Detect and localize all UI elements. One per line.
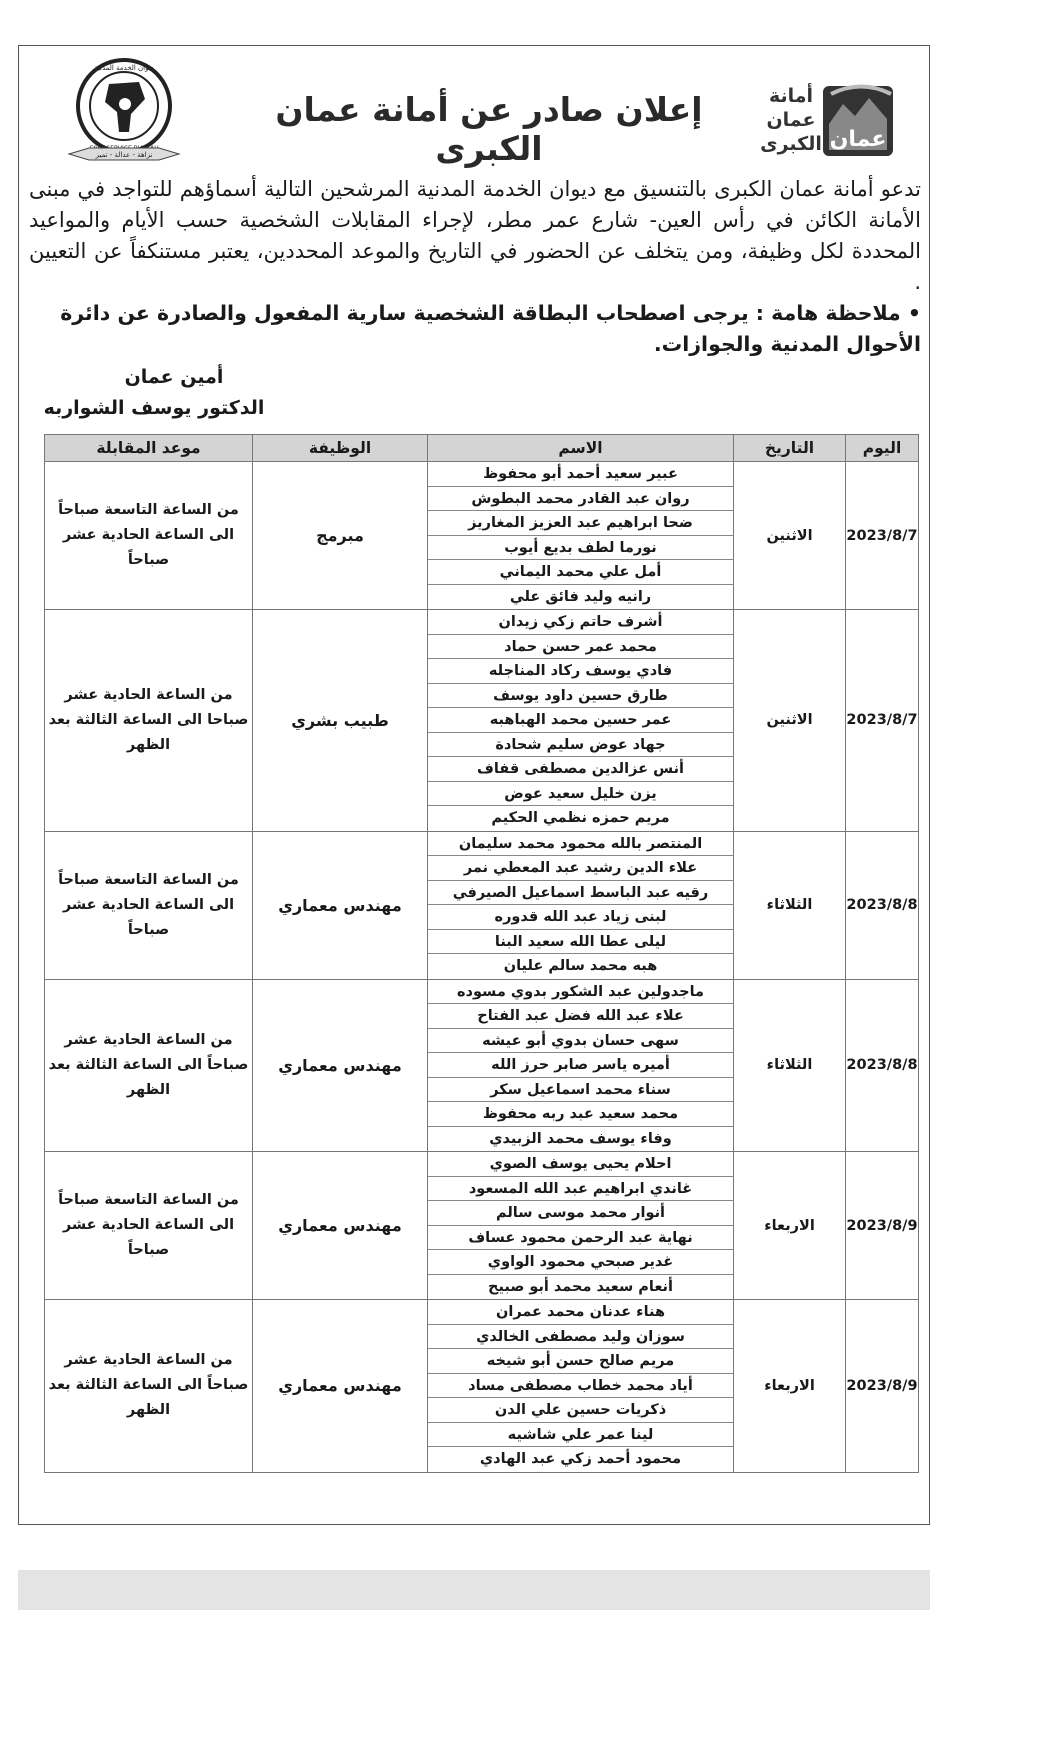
candidate-name: طارق حسين داود يوسف [428,684,733,709]
candidate-name: أمل علي محمد اليماني [428,560,733,585]
group-interview-time: من الساعة الحادية عشر صباحاً الى الساعة الثالثة بعد الظهر [45,1300,253,1473]
candidate-name: فادي يوسف ركاد المناجله [428,659,733,684]
seal-ribbon: نزاهة - عدالة - تميز [95,151,153,159]
group-date: 2023/8/7 [846,610,919,832]
candidate-name: روان عبد القادر محمد البطوش [428,487,733,512]
signature-block [29,362,279,424]
seal-text: ديوان الخدمة المدنية [94,64,154,72]
candidate-name: عبير سعيد أحمد أبو محفوظ [428,462,733,487]
schedule-group-row [45,462,919,610]
candidate-name: يزن خليل سعيد عوض [428,782,733,807]
candidate-name: ذكريات حسين علي الدن [428,1398,733,1423]
candidate-name: أميره ياسر صابر حرز الله [428,1053,733,1078]
group-job: مهندس معماري [253,1300,428,1473]
group-interview-time: من الساعة التاسعة صباحاً الى الساعة الحادية عشر صباحاً [45,831,253,979]
group-names [428,610,734,832]
amman-municipality-logo [751,64,901,169]
group-names [428,1300,734,1473]
candidate-name: سوزان وليد مصطفى الخالدي [428,1325,733,1350]
schedule-group-row [45,1300,919,1473]
civil-service-bureau-seal [59,54,189,174]
candidate-name: أنعام سعيد محمد أبو صبيح [488,1278,673,1295]
schedule-group-row [45,1152,919,1300]
schedule-group-row [45,979,919,1152]
group-date: 2023/8/9 [846,1300,919,1473]
group-day: الاربعاء [734,1300,846,1473]
group-date: 2023/8/9 [846,1152,919,1300]
candidate-name: رانيه وليد فائق علي [509,588,652,605]
group-job: مبرمج [253,462,428,610]
group-interview-time: من الساعة الحادية عشر صباحاً الى الساعة الثالثة بعد الظهر [45,979,253,1152]
header-time: موعد المقابلة [45,435,253,462]
header-job: الوظيفة [253,435,428,462]
candidate-name: غدير صبحي محمود الواوي [428,1250,733,1275]
schedule-group-row [45,610,919,832]
footer-bar [18,1570,930,1610]
signature-title: أمين عمان [124,366,224,388]
candidate-name: ضحا ابراهيم عبد العزيز المغاريز [428,511,733,536]
group-interview-time: من الساعة التاسعة صباحاً الى الساعة الحادية عشر صباحاً [45,462,253,610]
candidate-name: جهاد عوض سليم شحادة [428,733,733,758]
candidate-name: سناء محمد اسماعيل سكر [428,1078,733,1103]
logo-building-icon [823,86,893,156]
candidate-name: محمود أحمد زكي عبد الهادي [479,1451,682,1467]
group-job: مهندس معماري [253,1152,428,1300]
group-day: الاثنين [734,610,846,832]
group-names [428,979,734,1152]
candidate-name: هناء عدنان محمد عمران [428,1300,733,1325]
candidate-name: أنس عزالدين مصطفى قفاف [428,757,733,782]
candidate-name: مريم حمزه نظمي الحكيم [491,810,670,826]
logo-text-line1: أمانة [768,85,814,107]
group-day: الثلاثاء [734,979,846,1152]
group-names [428,462,734,610]
group-interview-time: من الساعة التاسعة صباحاً الى الساعة الحادية عشر صباحاً [45,1152,253,1300]
candidate-name: محمد عمر حسن حماد [428,635,733,660]
candidate-name: علاء عبد الله فضل عبد الفتاح [428,1004,733,1029]
logo-text-line3: الكبرى [760,133,822,155]
header-date: التاريخ [734,435,846,462]
group-names [428,831,734,979]
candidate-name: محمد سعيد عبد ربه محفوظ [428,1102,733,1127]
announcement-header [19,46,929,176]
important-note: • ملاحظة هامة : يرجى اصطحاب البطاقة الشخصية سارية المفعول والصادرة عن دائرة الأحوال المدنية والجوازات. [60,301,921,356]
header-day: اليوم [846,435,919,462]
group-day: الاثنين [734,462,846,610]
logo-text-line2: عمان [766,109,816,131]
candidate-name: رقيه عبد الباسط اسماعيل الصيرفي [428,881,733,906]
interview-schedule-table [44,434,919,1473]
candidate-name: سهى حسان بدوي أبو عيشه [428,1029,733,1054]
candidate-name: أياد محمد خطاب مصطفى مساد [428,1374,733,1399]
group-job: مهندس معماري [253,979,428,1152]
group-date: 2023/8/8 [846,831,919,979]
candidate-name: ليلى عطا الله سعيد البنا [428,930,733,955]
candidate-name: هبه محمد سالم عليان [503,958,658,974]
candidate-name: أنوار محمد موسى سالم [428,1201,733,1226]
announcement-frame [18,45,930,1525]
group-date: 2023/8/8 [846,979,919,1152]
candidate-name: غاندي ابراهيم عبد الله المسعود [428,1177,733,1202]
table-body [45,462,919,1473]
candidate-name: وفاء يوسف محمد الزبيدي [489,1130,672,1147]
candidate-name: ماجدولين عبد الشكور بدوي مسوده [428,980,733,1005]
schedule-group-row [45,831,919,979]
candidate-name: عمر حسين محمد الهباهبه [428,708,733,733]
logo-word: عمان [829,127,887,152]
group-date: 2023/8/7 [846,462,919,610]
announcement-title: إعلان صادر عن أمانة عمان الكبرى [275,90,703,168]
candidate-name: أشرف حاتم زكي زيدان [428,610,733,635]
candidate-name: لبنى زياد عبد الله قدوره [428,905,733,930]
intro-paragraph: تدعو أمانة عمان الكبرى بالتنسيق مع ديوان الخدمة المدنية المرشحين التالية أسماؤهم للتواجد في مبنى الأمانة الكائن في رأس العين- شارع عمر مطر، لإجراء المقابلات الشخصية حسب الأيام والمواعيد المحددة لكل وظيفة، ومن يتخلف عن الحضور في التاريخ والموعد المحددين، يعتبر مستنكفاً عن التعيين . [29,177,921,294]
candidate-name: مريم صالح حسن أبو شيخه [428,1349,733,1374]
group-job: طبيب بشري [253,610,428,832]
table-header-row [45,435,919,462]
candidate-name: احلام يحيى يوسف الصوي [428,1152,733,1177]
group-job: مهندس معماري [253,831,428,979]
candidate-name: لينا عمر علي شاشيه [428,1423,733,1448]
group-names [428,1152,734,1300]
header-name: الاسم [428,435,734,462]
group-interview-time: من الساعة الحادية عشر صباحا الى الساعة الثالثة بعد الظهر [45,610,253,832]
group-day: الثلاثاء [734,831,846,979]
signature-name: الدكتور يوسف الشواربه [43,397,265,419]
candidate-name: المنتصر بالله محمود محمد سليمان [428,832,733,857]
group-day: الاربعاء [734,1152,846,1300]
candidate-name: نهاية عبد الرحمن محمود عساف [428,1226,733,1251]
candidate-name: نورما لطف بديع أيوب [428,536,733,561]
candidate-name: علاء الدين رشيد عبد المعطي نمر [428,856,733,881]
